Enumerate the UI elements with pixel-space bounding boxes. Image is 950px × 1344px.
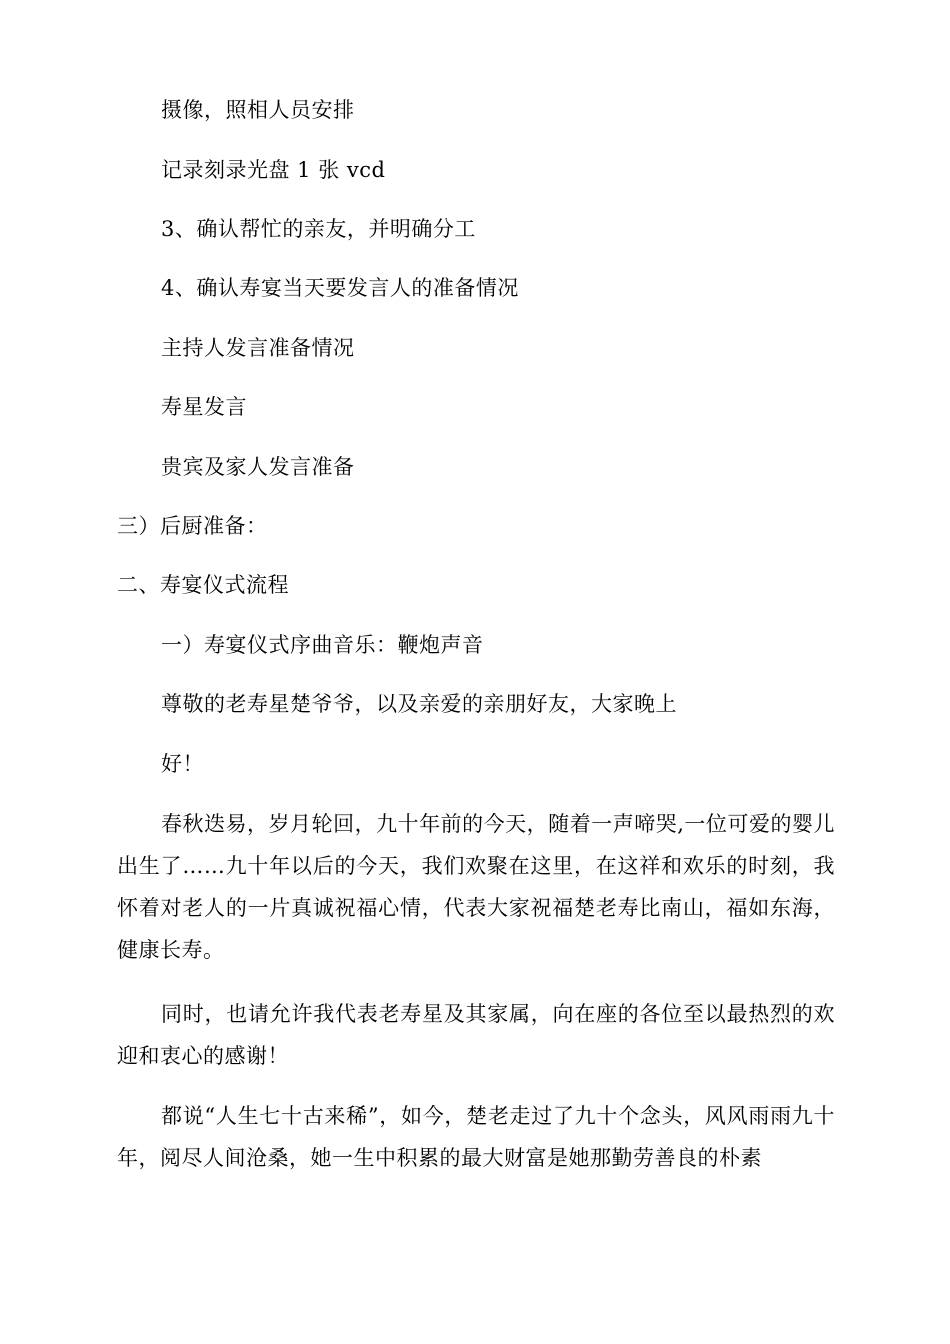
text-line-helpers: 3、确认帮忙的亲友，并明确分工 (161, 217, 476, 241)
paragraph-life-story: 都说“人生七十古来稀”，如今，楚老走过了九十个念头，风风雨雨九十年，阅尽人间沧桑，她一生中积累的最大财富是她那勤劳善良的朴素 (117, 1104, 835, 1170)
text-line-honoree-speech: 寿星发言 (161, 395, 247, 419)
text-line-host-speech: 主持人发言准备情况 (161, 336, 355, 360)
subsection-heading-prelude: 一）寿宴仪式序曲音乐：鞭炮声音 (161, 633, 484, 657)
paragraph-welcome: 同时，也请允许我代表老寿星及其家属，向在座的各位至以最热烈的欢迎和衷心的感谢！ (117, 1002, 835, 1068)
text-line-vcd: 记录刻录光盘 1 张 vcd (161, 158, 386, 182)
section-heading-kitchen: 三）后厨准备： (117, 514, 268, 538)
paragraph-birthday-wishes: 春秋迭易，岁月轮回，九十年前的今天，随着一声啼哭,一位可爱的婴儿出生了……九十年以后的今天，我们欢聚在这里，在这祥和欢乐的时刻，我怀着对老人的一片真诚祝福心情，代表大家祝福楚老寿比南山，福如东海，健康长寿。 (117, 812, 835, 962)
text-line-guest-speech: 贵宾及家人发言准备 (161, 455, 355, 479)
section-heading-ceremony: 二、寿宴仪式流程 (117, 573, 289, 597)
text-line-greeting-end: 好！ (161, 752, 204, 776)
text-line-speakers: 4、确认寿宴当天要发言人的准备情况 (161, 276, 519, 300)
text-line-photography: 摄像，照相人员安排 (161, 98, 355, 122)
text-line-greeting: 尊敬的老寿星楚爷爷，以及亲爱的亲朋好友，大家晚上 (161, 692, 677, 716)
